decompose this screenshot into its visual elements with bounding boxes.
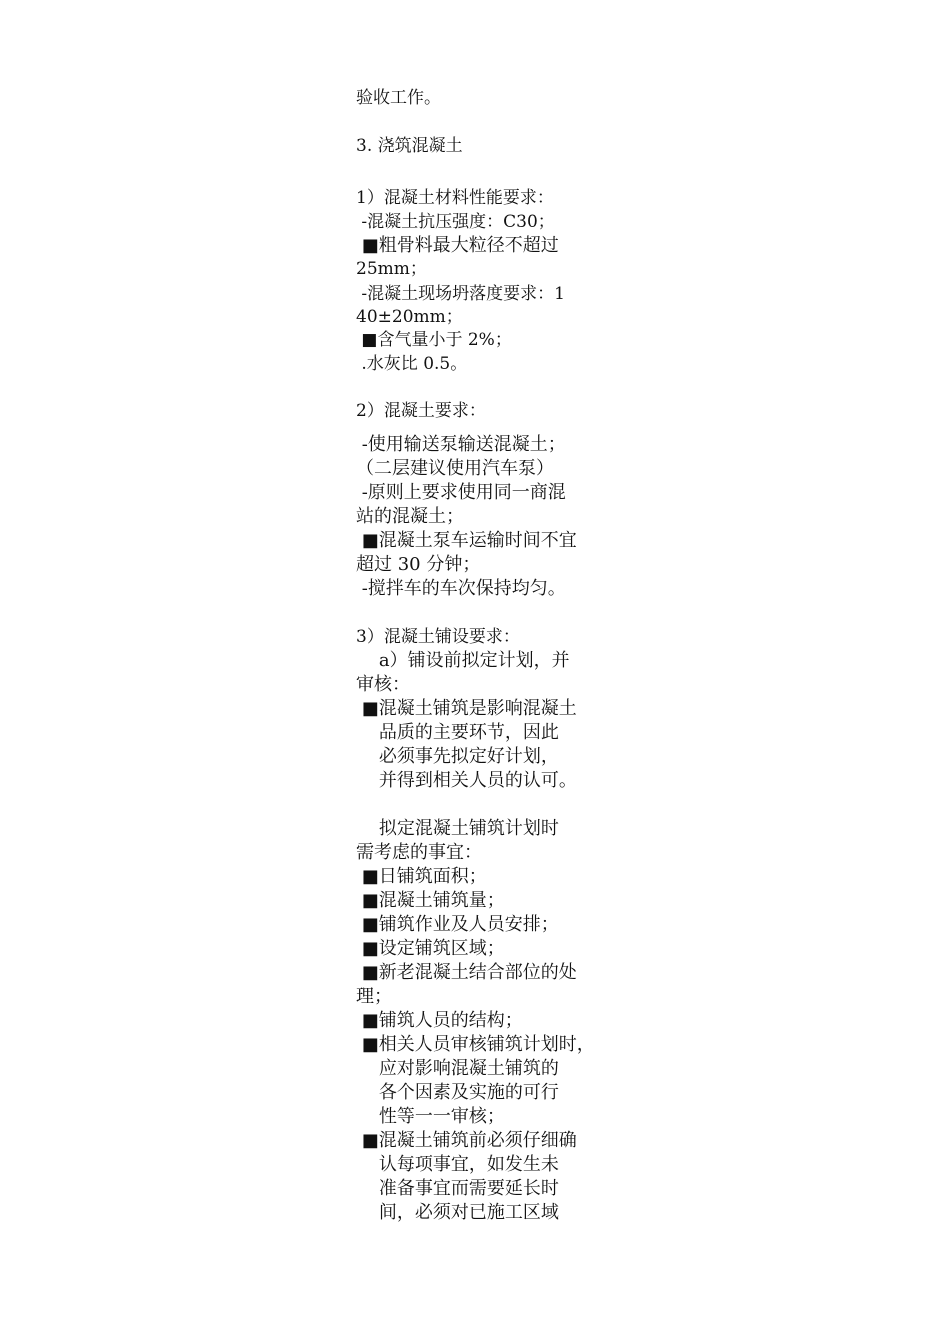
text-line: 25mm； — [356, 259, 427, 279]
list-item: ■混凝土铺筑是影响混凝土 — [356, 698, 577, 719]
text-line: 各个因素及实施的可行 — [356, 1082, 559, 1103]
list-item: ■混凝土泵车运输时间不宜 — [356, 530, 577, 551]
subsection-heading: 1）混凝土材料性能要求： — [356, 188, 554, 208]
text-line: a）铺设前拟定计划，并 — [356, 650, 570, 671]
text-line: 拟定混凝土铺筑计划时 — [356, 818, 559, 839]
text-line: （二层建议使用汽车泵） — [356, 458, 554, 479]
text-line: 应对影响混凝土铺筑的 — [356, 1058, 559, 1079]
list-item: -搅拌车的车次保持均匀。 — [356, 578, 566, 599]
list-item: ■混凝土铺筑量； — [356, 890, 505, 911]
text-line: 40±20mm； — [356, 307, 463, 327]
text-line: 站的混凝土； — [356, 506, 464, 527]
text-line: 需考虑的事宜： — [356, 842, 482, 863]
text-line: 并得到相关人员的认可。 — [356, 770, 577, 791]
list-item: ■混凝土铺筑前必须仔细确 — [356, 1130, 577, 1151]
text-line: 验收工作。 — [356, 88, 441, 108]
list-item: ■相关人员审核铺筑计划时， — [356, 1034, 595, 1055]
section-heading: 3. 浇筑混凝土 — [356, 136, 463, 156]
subsection-heading: 2）混凝土要求： — [356, 401, 486, 421]
text-line: 审核： — [356, 674, 410, 695]
list-item: .水灰比 0.5。 — [356, 354, 468, 374]
list-item: -原则上要求使用同一商混 — [356, 482, 566, 503]
list-item: ■新老混凝土结合部位的处 — [356, 962, 577, 983]
list-item: -混凝土现场坍落度要求：1 — [356, 284, 565, 304]
text-line: 性等一一审核； — [356, 1106, 505, 1127]
text-line: 超过 30 分钟； — [356, 554, 481, 575]
list-item: ■铺筑人员的结构； — [356, 1010, 523, 1031]
text-line: 准备事宜而需要延长时 — [356, 1178, 559, 1199]
list-item: ■日铺筑面积； — [356, 866, 487, 887]
text-line: 间，必须对已施工区域 — [356, 1202, 559, 1223]
list-item: -使用输送泵输送混凝土； — [356, 434, 566, 455]
text-line: 必须事先拟定好计划， — [356, 746, 559, 767]
text-line: 理； — [356, 986, 392, 1007]
list-item: ■铺筑作业及人员安排； — [356, 914, 559, 935]
subsection-heading: 3）混凝土铺设要求： — [356, 627, 520, 647]
list-item: ■粗骨料最大粒径不超过 — [356, 235, 559, 256]
list-item: ■含气量小于 2%； — [356, 330, 512, 350]
text-line: 认每项事宜，如发生未 — [356, 1154, 559, 1175]
text-line: 品质的主要环节，因此 — [356, 722, 559, 743]
list-item: ■设定铺筑区域； — [356, 938, 505, 959]
list-item: -混凝土抗压强度：C30； — [356, 212, 555, 232]
